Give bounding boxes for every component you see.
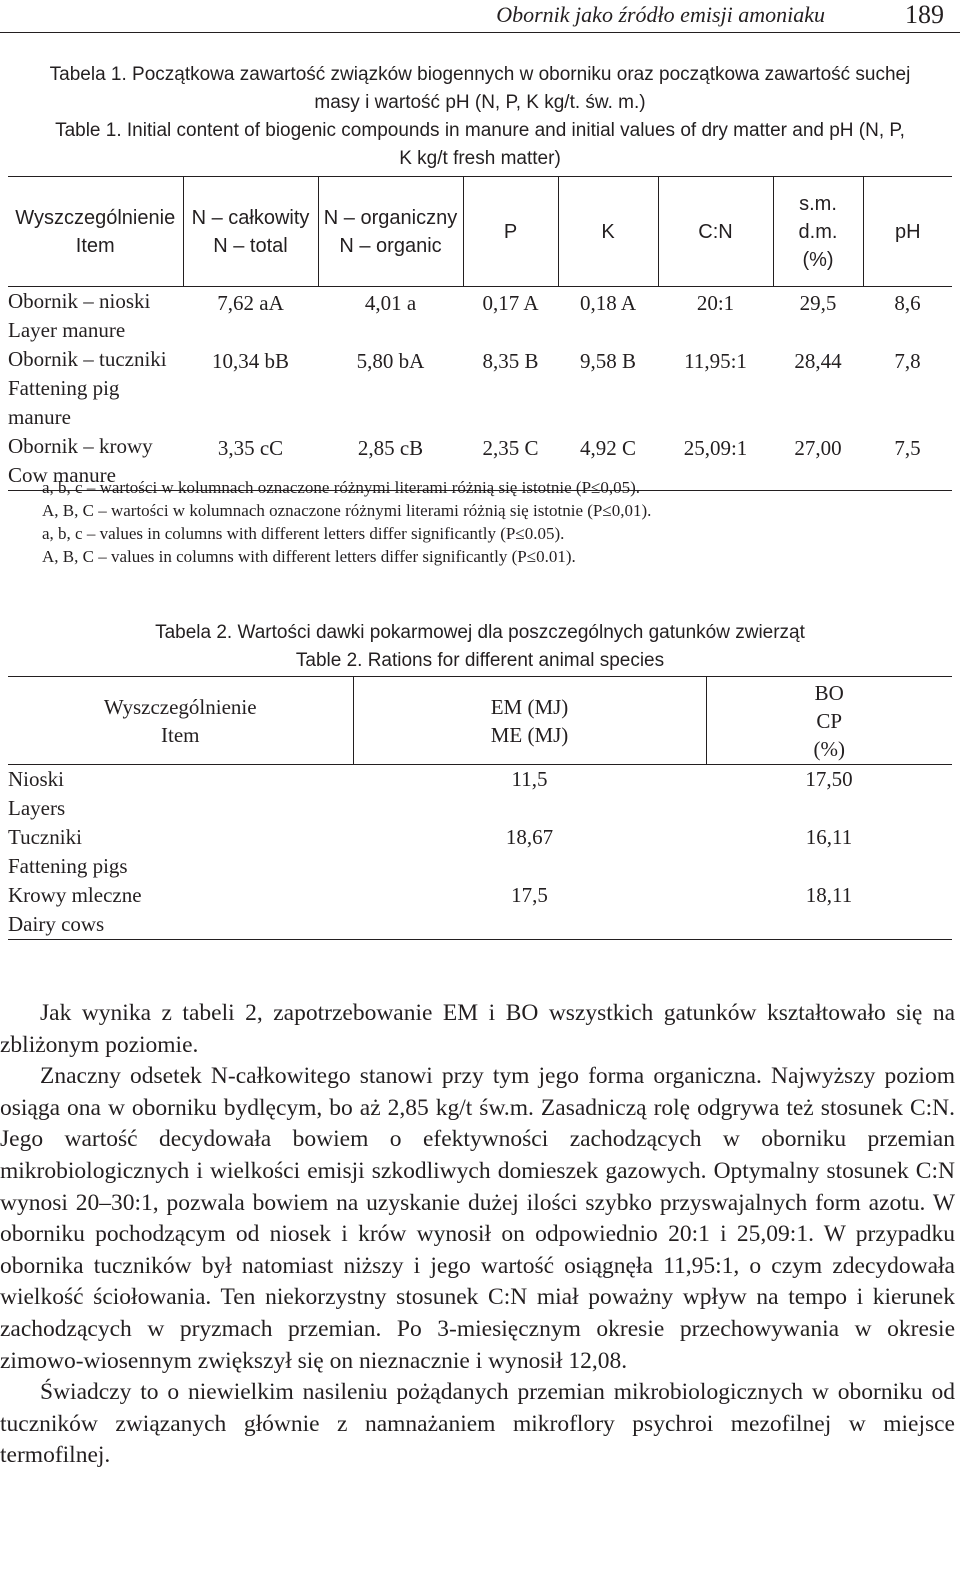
table1-header-text: d.m. <box>798 220 838 243</box>
table1-value-cell: 20:1 <box>696 291 735 315</box>
table-row <box>8 881 952 940</box>
table2-value-cell: 17,50 <box>805 767 853 791</box>
table1-value-cell: 3,35 cC <box>217 436 284 460</box>
table2-value-cell: 11,5 <box>511 767 548 791</box>
table2-header-text: ME (MJ) <box>490 722 569 747</box>
table1-value-cell: 11,95:1 <box>684 349 747 373</box>
table1-header-text: pH <box>894 220 921 243</box>
table1-header-text: s.m. <box>799 192 837 215</box>
table1-value-cell: 10,34 bB <box>211 349 289 373</box>
table1-header-cell <box>463 177 558 287</box>
table2-header-text: Wyszczególnienie <box>103 694 257 719</box>
table1-header-cell <box>773 177 863 287</box>
page-number: 189 <box>905 0 944 29</box>
table2-header-text: CP <box>816 708 843 733</box>
table1-header-row <box>8 177 952 287</box>
table1 <box>8 176 952 491</box>
table1-caption-en-line2: K kg/t fresh matter) <box>399 148 561 169</box>
row-label-pl: Obornik – tuczniki <box>8 347 167 371</box>
table-row <box>8 287 952 346</box>
table1-caption <box>0 61 960 173</box>
table1-value-cell: 7,8 <box>894 349 921 373</box>
running-header <box>0 0 960 32</box>
row-label-en: Fattening pigs <box>8 854 128 878</box>
table1-header-cell <box>8 177 183 287</box>
footnote: A, B, C – values in columns with different letters differ significantly (P≤0.01). <box>42 547 576 566</box>
table2-header-text: (%) <box>813 736 845 761</box>
running-title: Obornik jako źródło emisji amoniaku <box>496 2 825 27</box>
table1-value-cell: 4,92 C <box>579 436 636 460</box>
footnote: A, B, C – wartości w kolumnach oznaczone różnymi literami różnią się istotnie (P≤0,01). <box>42 501 652 520</box>
row-label-pl: Obornik – krowy <box>8 434 153 458</box>
table2-item-cell <box>8 765 353 824</box>
row-label-en: Dairy cows <box>8 912 105 936</box>
table1-value-cell: 27,00 <box>794 436 842 460</box>
table1-value-cell: 28,44 <box>794 349 842 373</box>
table1-value-cell: 8,6 <box>894 291 921 315</box>
table1-value-cell: 0,18 A <box>579 291 636 315</box>
row-label-en: Fattening pig manure <box>8 376 120 429</box>
table2-item-cell <box>8 881 353 940</box>
table1-header-text: Wyszczególnienie <box>15 206 176 229</box>
table1-header-cell <box>318 177 463 287</box>
row-label-en: Layer manure <box>8 318 126 342</box>
footnote: a, b, c – values in columns with different letters differ significantly (P≤0.05). <box>42 524 565 543</box>
table2-body <box>8 765 952 940</box>
table1-header-text: (%) <box>802 248 834 271</box>
table2-value-cell: 18,11 <box>805 883 853 907</box>
table1-value-cell: 0,17 A <box>482 291 539 315</box>
table1-value-cell: 5,80 bA <box>356 349 425 373</box>
header-rule <box>0 32 960 33</box>
table2-caption <box>0 619 960 675</box>
table2-header-cell <box>706 677 952 765</box>
table1-header-cell <box>558 177 658 287</box>
table1-caption-en-line1: Table 1. Initial content of biogenic compounds in manure and initial values of dry matter and pH (N, P, <box>55 120 905 141</box>
table1-header-text: N – organic <box>339 234 442 257</box>
table1-notes <box>42 476 651 568</box>
table1-value-cell: 4,01 a <box>364 291 417 315</box>
table1-value-cell: 8,35 B <box>482 349 539 373</box>
row-label-pl: Tuczniki <box>8 825 82 849</box>
table2-caption-en: Table 2. Rations for different animal species <box>295 650 665 671</box>
table2-header-text: Item <box>161 722 200 747</box>
table2-value-cell: 18,67 <box>505 825 554 849</box>
paragraph: Świadczy to o niewielkim nasileniu pożądanych przemian mikrobiologicznych w oborniku od tuczników związanych głównie z namnażaniem mikroflory psychroi mezofilnej w miejsce termofilnej. <box>0 1379 955 1469</box>
table1-header-text: Item <box>75 234 115 257</box>
table2-header-cell <box>353 677 706 765</box>
table1-caption-pl-line2: masy i wartość pH (N, P, K kg/t. św. m.) <box>314 92 646 113</box>
table2-header-row <box>8 677 952 765</box>
table1-body <box>8 287 952 491</box>
table2 <box>8 676 952 940</box>
paragraph: Jak wynika z tabeli 2, zapotrzebowanie EM i BO wszystkich gatunków kształtowało się na zbliżonym poziomie. <box>0 1000 955 1058</box>
row-label-pl: Obornik – nioski <box>8 289 151 313</box>
table1-header-text: N – organiczny <box>323 206 458 229</box>
row-label-pl: Krowy mleczne <box>8 883 142 907</box>
table1-value-cell: 7,5 <box>894 436 921 460</box>
table1-caption-pl-line1: Tabela 1. Początkowa zawartość związków biogennych w oborniku oraz początkowa zawartość suchej <box>49 64 911 85</box>
table-row <box>8 345 952 432</box>
table2-header-text: BO <box>814 680 844 705</box>
table2-value-cell: 16,11 <box>805 825 853 849</box>
row-label-pl: Nioski <box>8 767 65 791</box>
footnote: a, b, c – wartości w kolumnach oznaczone różnymi literami różnią się istotnie (P≤0,05). <box>42 478 641 497</box>
table1-header-cell <box>863 177 952 287</box>
table1-value-cell: 2,35 C <box>482 436 539 460</box>
table1-header-text: P <box>503 220 518 243</box>
table1-value-cell: 25,09:1 <box>683 436 748 460</box>
table1-value-cell: 2,85 cB <box>357 436 424 460</box>
table1-item-cell <box>8 287 183 346</box>
table2-header-text: EM (MJ) <box>490 694 569 719</box>
table2-caption-pl: Tabela 2. Wartości dawki pokarmowej dla poszczególnych gatunków zwierząt <box>155 622 805 643</box>
table2-value-cell: 17,5 <box>511 883 548 907</box>
table1-header-text: N – całkowity <box>191 206 310 229</box>
row-label-en: Layers <box>8 796 66 820</box>
table-row <box>8 823 952 881</box>
table1-header-text: N – total <box>213 234 288 257</box>
table2-item-cell <box>8 823 353 881</box>
table1-header-cell <box>183 177 318 287</box>
table2-header-cell <box>8 677 353 765</box>
table1-value-cell: 29,5 <box>799 291 837 315</box>
table1-header-text: C:N <box>698 220 733 243</box>
table-row <box>8 765 952 824</box>
table1-value-cell: 9,58 B <box>579 349 636 373</box>
body-text <box>0 998 955 1472</box>
table1-header-text: K <box>601 220 615 243</box>
table1-header-cell <box>658 177 773 287</box>
row-label-en: Cow manure <box>8 463 116 487</box>
paragraph: Znaczny odsetek N-całkowitego stanowi przy tym jego forma organiczna. Najwyższy poziom osiąga ona w oborniku bydlęcym, bo aż 2,85 kg/t św.m. Zasadniczą rolę odgrywa też stosunek C:N. Jego wartość decydowała bowiem o efektywności zachodzących w oborniku przemian mikrobiologicznych i wielkości emisji szkodliwych domieszek gazowych. Optymalny stosunek C:N wynosi 20–30:1, pozwala bowiem na uzyskanie dużej ilości szybko przyswajalnych form azotu. W oborniku pochodzącym od niosek i krów wynosił on odpowiednio 20:1 i 25,09:1. W przypadku obornika tuczników był natomiast niższy i jego wartość osiągnęła 11,95:1, o czym zdecydowała wielkość ściołowania. Ten niekorzystny stosunek C:N miał poważny wpływ na tempo i kierunek zachodzących w pryzmach przemian. Po 3-miesięcznym okresie przechowywania w okresie zimowo-wiosennym zwiększył się on nieznacznie i wynosił 12,08. <box>0 1063 955 1374</box>
table1-value-cell: 7,62 aA <box>217 291 284 315</box>
table1-item-cell <box>8 345 183 432</box>
